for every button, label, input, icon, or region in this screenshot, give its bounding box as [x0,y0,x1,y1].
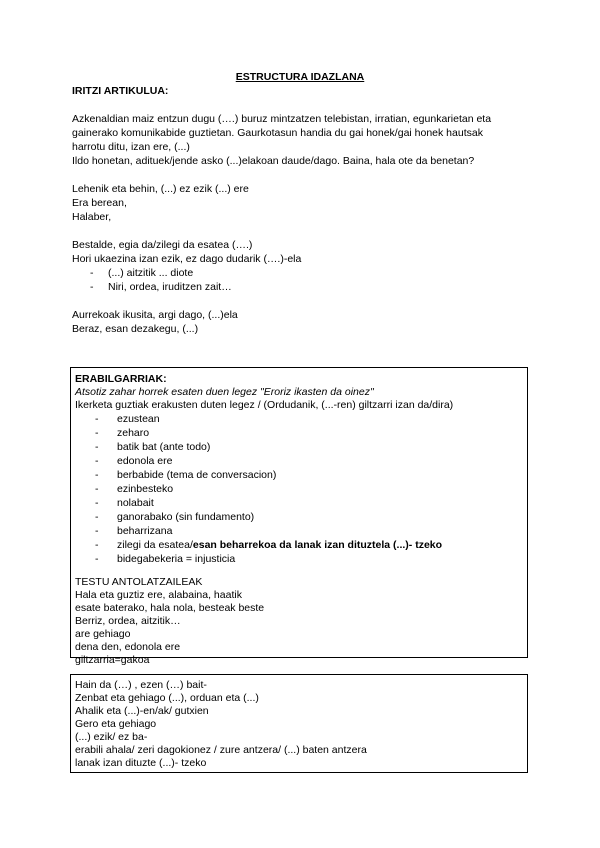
spacer [72,294,528,308]
list-item: - beharrizana [75,524,521,538]
list-item: - Niri, ordea, iruditzen zait… [72,280,528,294]
section-heading: TESTU ANTOLATZAILEAK [75,576,203,588]
connector-line: Bestalde, egia da/zilegi da esatea (….) [72,239,253,251]
box-line: Ahalik eta (...)-en/ak/ gutxien [75,705,209,717]
special-prefix: zilegi da esatea/ [117,539,193,551]
intro-paragraph [72,112,528,168]
box-line: are gehiago [75,628,131,640]
useful-expressions-box [70,367,528,666]
spacer [72,224,528,238]
connectors-paragraph-2 [72,238,528,294]
list-item: - (...) aitzitik ... diote [72,266,528,280]
list-item: - ezinbesteko [75,482,521,496]
box-line: erabili ahala/ zeri dagokionez / zure antzera/ (...) baten antzera [75,744,367,756]
box-line: dena den, edonola ere [75,641,181,653]
box-line: esate baterako, hala nola, besteak beste [75,602,265,614]
connector-list [72,266,528,294]
special-bold: esan beharrekoa da lanak izan dituztela (...)- tzeko [192,539,443,551]
spacer [72,98,528,112]
intro-line: harrotu ditu, izan ere, (...) [72,141,190,153]
box-line: giltzarria=gakoa [75,654,150,666]
box-line: Ikerketa guztiak erakusten duten legez / (Ordudanik, (...-ren) giltzarri izan da/dira) [75,399,454,411]
list-item: - zeharo [75,426,521,440]
list-item: - berbabide (tema de conversacion) [75,468,521,482]
box-line: Berriz, ordea, aitzitik… [75,615,181,627]
box-line: lanak izan dituzte (...)- tzeko [75,757,207,769]
box-heading: ERABILGARRIAK: [75,373,167,385]
intro-line: Ildo honetan, adituek/jende asko (...)elakoan daude/dago. Baina, hala ote da benetan? [72,155,475,167]
box-line: Hala eta guztiz ere, alabaina, haatik [75,589,242,601]
list-item: - edonola ere [75,454,521,468]
spacer [72,168,528,182]
list-item: - batik bat (ante todo) [75,440,521,454]
intro-line: gainerako komunikabide guztietan. Gaurkotasun handia du gai honek/gai honek hautsak [72,127,483,139]
structures-box [70,674,528,773]
connectors-paragraph-1 [72,182,528,224]
box-line: Zenbat eta gehiago (...), orduan eta (...) [75,692,259,704]
box-line: Gero eta gehiago [75,718,157,730]
list-item: - ganorabako (sin fundamento) [75,510,521,524]
list-item: - nolabait [75,496,521,510]
connector-line: Hori ukaezina izan ezik, ez dago dudarik (….)-ela [72,253,302,265]
connector-line: Era berean, [72,197,127,209]
box-line: (...) ezik/ ez ba- [75,731,148,743]
intro-line: Azkenaldian maiz entzun dugu (….) buruz mintzatzen telebistan, irratian, egunkarietan eta [72,113,492,125]
doc-title: ESTRUCTURA IDAZLANA [235,71,365,83]
connector-line: Lehenik eta behin, (...) ez ezik (...) ere [72,183,249,195]
conclusion-line: Beraz, esan dezakegu, (...) [72,323,199,335]
conclusion-paragraph [72,308,528,336]
connector-line: Halaber, [72,211,112,223]
list-item: - bidegabekeria = injusticia [75,552,521,566]
conclusion-line: Aurrekoak ikusita, argi dago, (...)ela [72,309,238,321]
spacer [75,566,521,576]
list-item: - ezustean [75,412,521,426]
list-item-special [75,538,521,552]
document-page [72,70,528,336]
expression-list [75,412,521,566]
box-line: Hain da (…) , ezen (…) bait- [75,679,207,691]
proverb-quote: Atsotiz zahar horrek esaten duen legez "Eroriz ikasten da oinez" [75,386,374,398]
doc-subtitle: IRITZI ARTIKULUA: [72,85,169,97]
